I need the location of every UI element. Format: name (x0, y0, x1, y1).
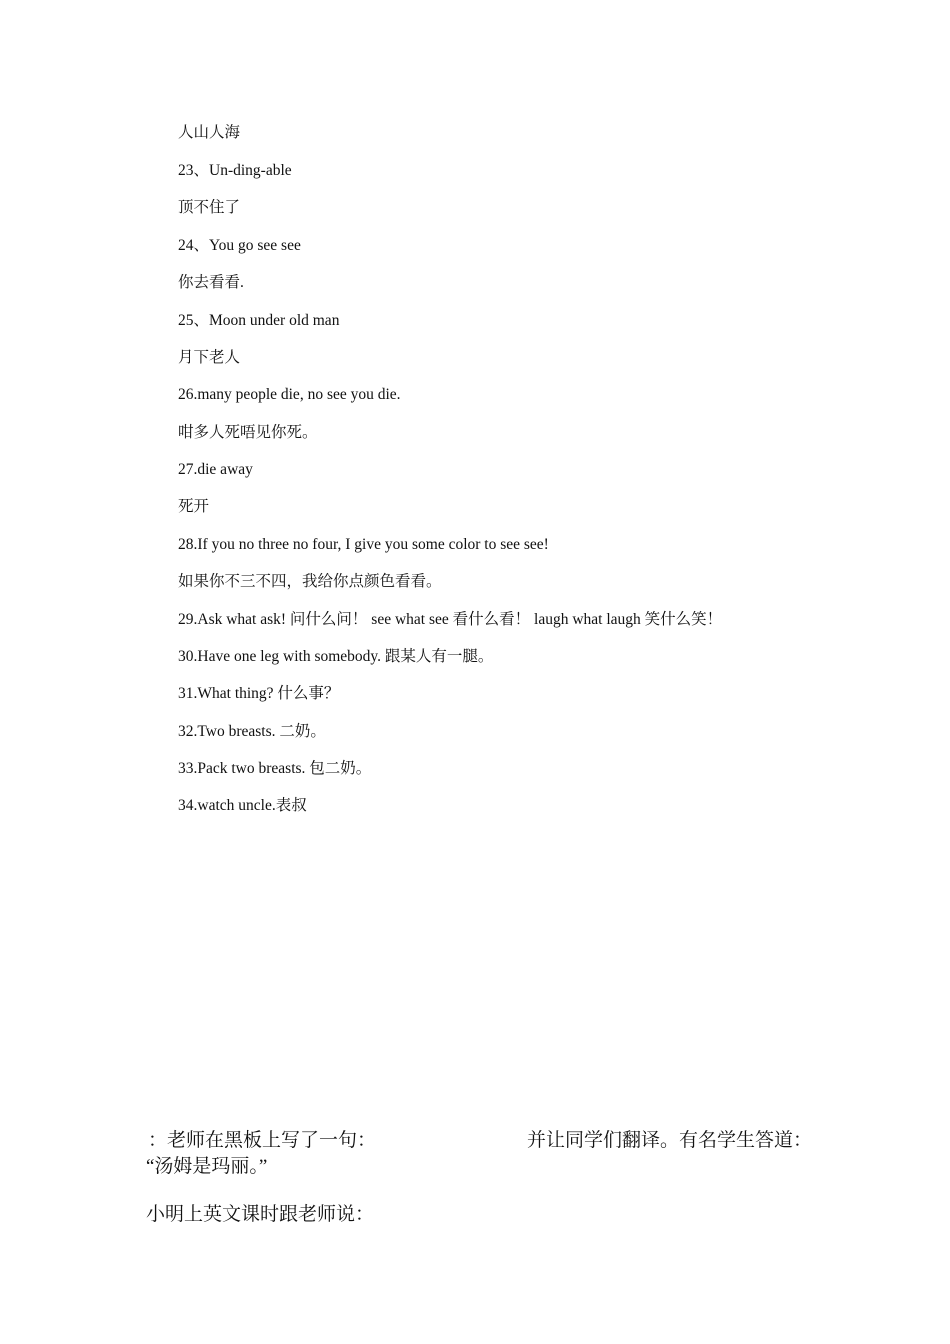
text-line: 咁多人死唔见你死。 (178, 424, 318, 441)
text-line: 月下老人 (178, 349, 241, 366)
text-line: 顶不住了 (178, 199, 241, 216)
text-line: 27.die away (178, 461, 253, 478)
text-line: 33.Pack two breasts. 包二奶。 (178, 760, 372, 777)
text-line: 如果你不三不四，我给你点颜色看看。 (178, 573, 442, 590)
text-line: 28.If you no three no four, I give you some color to see see! (178, 536, 549, 553)
footer-left-fragment: ：老师在黑板上写了一句： (148, 1130, 377, 1151)
text-line: 23、Un-ding-able (178, 162, 292, 179)
text-line: 25、Moon under old man (178, 312, 340, 329)
text-line: 34.watch uncle.表叔 (178, 797, 307, 814)
text-line: 26.many people die, no see you die. (178, 386, 401, 403)
footer-right-fragment: 并让同学们翻译。有名学生答道： (527, 1130, 813, 1151)
text-line: 32.Two breasts. 二奶。 (178, 723, 326, 740)
text-line: 29.Ask what ask! 问什么问！ see what see 看什么看！ laugh what laugh 笑什么笑！ (178, 611, 723, 628)
footer-last-line: 小明上英文课时跟老师说： (146, 1204, 375, 1225)
text-line: 人山人海 (178, 124, 241, 141)
text-line: 你去看看. (178, 274, 244, 291)
text-line: 30.Have one leg with somebody. 跟某人有一腿。 (178, 648, 494, 665)
text-line: 31.What thing? 什么事？ (178, 685, 340, 702)
footer-answer: “汤姆是玛丽。” (146, 1156, 268, 1177)
text-line: 死开 (178, 498, 210, 515)
text-line: 24、You go see see (178, 237, 301, 254)
